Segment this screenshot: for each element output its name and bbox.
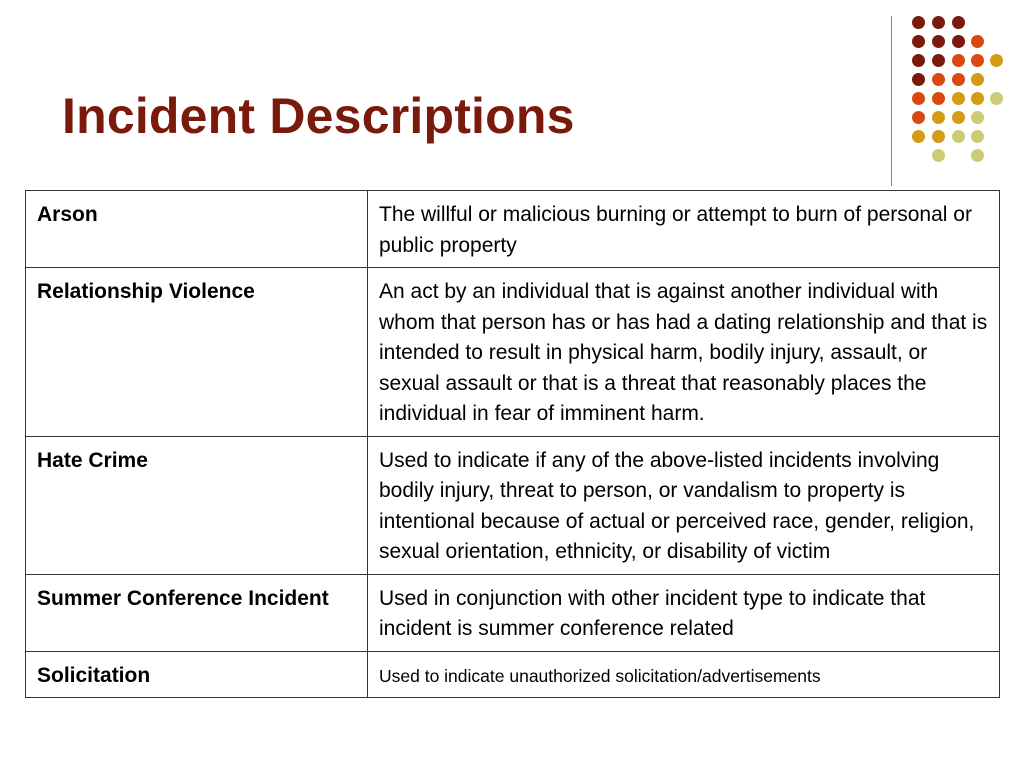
- decorative-dot: [932, 35, 945, 48]
- slide-title: Incident Descriptions: [62, 88, 575, 144]
- decorative-dot: [952, 16, 965, 29]
- decorative-dot: [971, 149, 984, 162]
- incident-description: An act by an individual that is against another individual with whom that person has or has had a dating relationship and that is intended to result in physical harm, bodily injury, assault, or sexual assault or that is a threat that reasonably places the individual in fear of imminent harm.: [368, 268, 1000, 437]
- decorative-dot: [912, 35, 925, 48]
- table-row: [26, 436, 1000, 574]
- incident-term: Relationship Violence: [26, 268, 368, 437]
- decorative-dot: [912, 73, 925, 86]
- decorative-dot: [952, 54, 965, 67]
- decorative-dot: [990, 54, 1003, 67]
- table-row: [26, 268, 1000, 437]
- decorative-dot: [971, 111, 984, 124]
- decorative-dot: [932, 54, 945, 67]
- decorative-dot: [971, 73, 984, 86]
- decorative-dot: [971, 35, 984, 48]
- decorative-dot: [971, 92, 984, 105]
- decorative-dot: [952, 92, 965, 105]
- incident-term: Summer Conference Incident: [26, 574, 368, 651]
- decorative-dot: [971, 130, 984, 143]
- incident-description: Used to indicate if any of the above-listed incidents involving bodily injury, threat to person, or vandalism to property is intentional because of actual or perceived race, gender, religion, sexual orientation, ethnicity, or disability of victim: [368, 436, 1000, 574]
- decorative-dot: [932, 73, 945, 86]
- decorative-dot: [912, 130, 925, 143]
- decorative-dot: [932, 16, 945, 29]
- table-row: [26, 574, 1000, 651]
- incident-description: Used to indicate unauthorized solicitation/advertisements: [368, 651, 1000, 698]
- decorative-dot: [952, 111, 965, 124]
- incident-description: Used in conjunction with other incident type to indicate that incident is summer conference related: [368, 574, 1000, 651]
- incident-term: Hate Crime: [26, 436, 368, 574]
- incident-term: Solicitation: [26, 651, 368, 698]
- decorative-dot: [990, 92, 1003, 105]
- decorative-dot: [912, 54, 925, 67]
- incident-description: The willful or malicious burning or attempt to burn of personal or public property: [368, 191, 1000, 268]
- title-divider-line: [891, 16, 892, 186]
- decorative-dot: [912, 111, 925, 124]
- decorative-dot: [932, 111, 945, 124]
- table-row: [26, 651, 1000, 698]
- table-row: [26, 191, 1000, 268]
- decorative-dot: [932, 149, 945, 162]
- decorative-dot: [971, 54, 984, 67]
- decorative-dot: [952, 35, 965, 48]
- decorative-dot: [912, 16, 925, 29]
- decorative-dot: [932, 92, 945, 105]
- decorative-dot: [932, 130, 945, 143]
- decorative-dot: [952, 73, 965, 86]
- incident-term: Arson: [26, 191, 368, 268]
- decorative-dot: [912, 92, 925, 105]
- decorative-dot: [952, 130, 965, 143]
- incident-descriptions-table: [25, 190, 1000, 698]
